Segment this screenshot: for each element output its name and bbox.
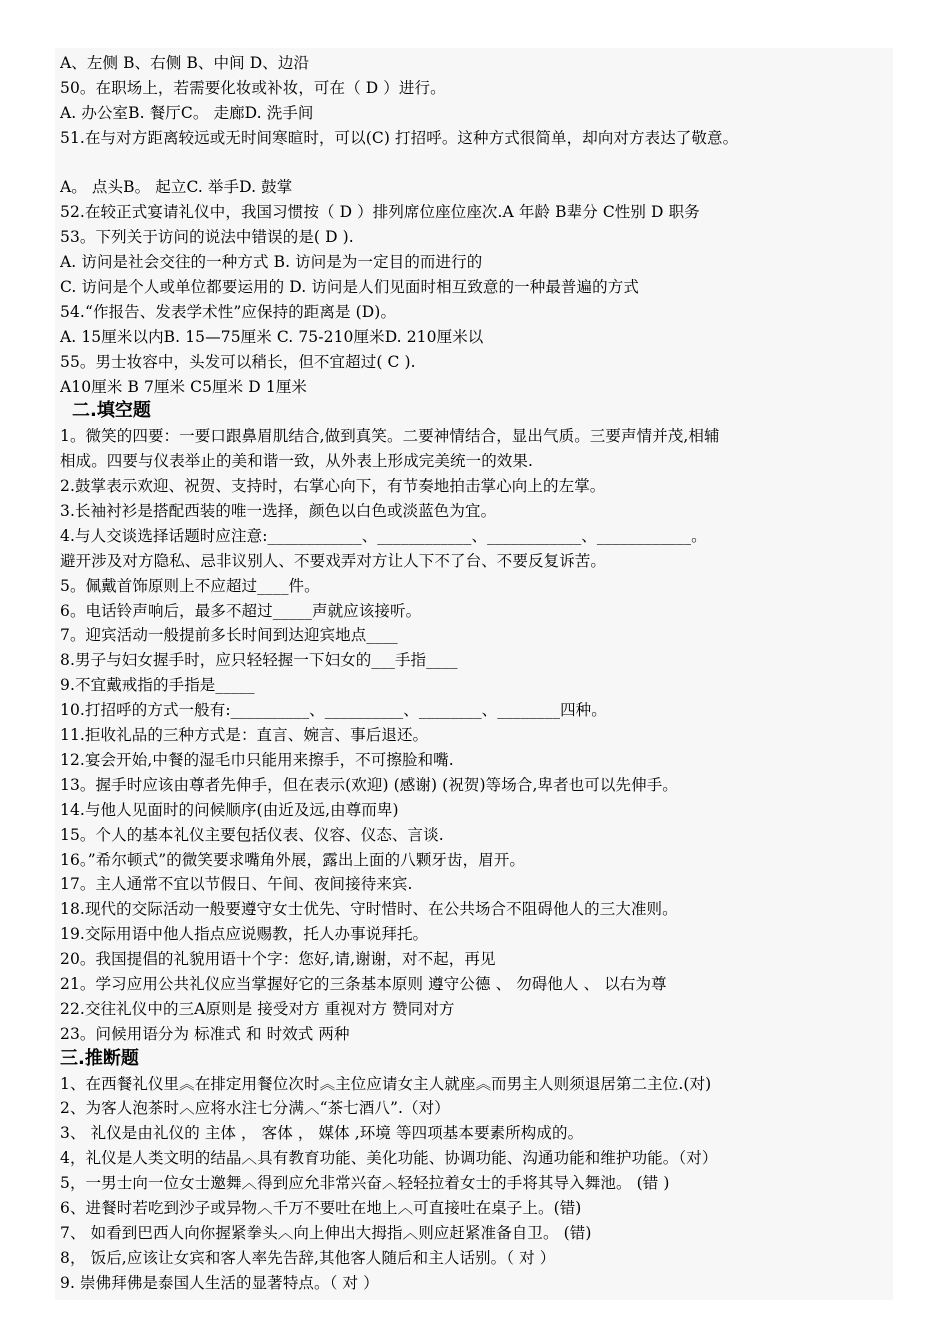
text-line: 4.与人交谈选择话题时应注意:____________、____________、____________、____________。 [60, 526, 707, 545]
text-line: 3、 礼仪是由礼仪的 主体 ， 客体 ， 媒体 ,环境 等四项基本要素所构成的。 [60, 1124, 584, 1143]
text-line: 55。男士妆容中，头发可以稍长，但不宜超过( C ). [60, 352, 416, 371]
text-line: 6。电话铃声响后，最多不超过_____声就应该接听。 [60, 601, 422, 620]
text-line: 7、 如看到巴西人向你握紧拳头︿向上伸出大拇指︿则应赶紧准备自卫。 (错) [60, 1223, 592, 1242]
text-line: A. 15厘米以内B. 15—75厘米 C. 75-210厘米D. 210厘米以 [60, 327, 484, 346]
text-line: 9.不宜戴戒指的手指是_____ [60, 676, 255, 695]
text-line: 11.拒收礼品的三种方式是：直言、婉言、事后退还。 [60, 726, 429, 745]
text-line: 避开涉及对方隐私、忌非议别人、不要戏弄对方让人下不了台、不要反复诉苦。 [60, 551, 607, 570]
text-line: 1。微笑的四要：一要口跟鼻眉肌结合,做到真笑。二要神情结合，显出气质。三要声情并茂,相辅 [60, 427, 720, 446]
text-line: 5，一男士向一位女士邀舞︿得到应允非常兴奋︿轻轻拉着女士的手将其导入舞池。 (错 ) [60, 1174, 670, 1193]
text-line: 21。学习应用公共礼仪应当掌握好它的三条基本原则 遵守公德 、 勿碍他人 、 以右为尊 [60, 974, 667, 993]
text-line: 14.与他人见面时的问候顺序(由近及远,由尊而卑) [60, 800, 399, 819]
text-line: 50。在职场上，若需要化妆或补妆，可在（ D ）进行。 [60, 78, 446, 97]
text-line: 18.现代的交际活动一般要遵守女士优先、守时惜时、在公共场合不阻碍他人的三大准则。 [60, 900, 678, 919]
text-line: 3.长袖衬衫是搭配西装的唯一选择，颜色以白色或淡蓝色为宜。 [60, 502, 497, 521]
text-line: 4，礼仪是人类文明的结晶︿具有教育功能、美化功能、协调功能、沟通功能和维护功能。（对） [60, 1149, 718, 1168]
text-line: 52.在较正式宴请礼仪中，我国习惯按（ D ）排列席位座位座次.A 年龄 B辈分 C性别 D 职务 [60, 203, 700, 222]
text-line: A. 办公室B. 餐厅C。 走廊D. 洗手间 [60, 103, 314, 122]
text-line: 53。下列关于访问的说法中错误的是( D ). [60, 228, 354, 247]
text-line: A. 访问是社会交往的一种方式 B. 访问是为一定目的而进行的 [60, 253, 483, 272]
text-line [60, 151, 890, 176]
text-line: 17。主人通常不宜以节假日、午间、夜间接待来宾. [60, 875, 413, 894]
text-line: C. 访问是个人或单位都要运用的 D. 访问是人们见面时相互致意的一种最普遍的方式 [60, 278, 639, 297]
text-line: 6、进餐时若吃到沙子或异物︿千万不要吐在地上︿可直接吐在桌子上。(错) [60, 1198, 582, 1217]
text-line: 2.鼓掌表示欢迎、祝贺、支持时，右掌心向下，有节奏地拍击掌心向上的左掌。 [60, 477, 606, 496]
text-line: 54.“作报告、发表学术性”应保持的距离是 (D)。 [60, 302, 397, 321]
section-heading-judgement: 三.推断题 [60, 1047, 139, 1069]
fill-in-section [60, 424, 890, 1046]
judgement-section [60, 1072, 890, 1296]
text-line: 9. 崇佛拜佛是泰国人生活的显著特点。（ 对 ） [60, 1273, 379, 1292]
section-heading-fill-in: 二.填空题 [72, 400, 151, 422]
text-line: A、左侧 B、右侧 B、中间 D、边沿 [60, 54, 310, 72]
document-content [60, 51, 890, 1296]
text-line: 8， 饭后,应该让女宾和客人率先告辞,其他客人随后和主人话别。（ 对 ） [60, 1248, 556, 1267]
text-line: 10.打招呼的方式一般有:__________、__________、________、________四种。 [60, 701, 607, 720]
text-line: 19.交际用语中他人指点应说赐教，托人办事说拜托。 [60, 925, 429, 944]
text-line: 22.交往礼仪中的三A原则是 接受对方 重视对方 赞同对方 [60, 999, 455, 1018]
text-line: 相成。四要与仪表举止的美和谐一致，从外表上形成完美统一的效果. [60, 452, 534, 471]
text-line: 20。我国提倡的礼貌用语十个字：您好,请,谢谢，对不起，再见 [60, 950, 496, 969]
text-line: 51.在与对方距离较远或无时间寒暄时，可以(C) 打招呼。这种方式很简单，却向对方表达了敬意。 [60, 128, 739, 147]
text-line: 13。握手时应该由尊者先伸手，但在表示(欢迎) (感谢) (祝贺)等场合,卑者也可以先伸手。 [60, 775, 678, 794]
text-line: 7。迎宾活动一般提前多长时间到达迎宾地点____ [60, 626, 398, 645]
text-line: 23。问候用语分为 标准式 和 时效式 两种 [60, 1024, 350, 1043]
text-line: 16。”希尔顿式”的微笑要求嘴角外展，露出上面的八颗牙齿，眉开。 [60, 850, 526, 869]
text-line: 5。佩戴首饰原则上不应超过____件。 [60, 576, 320, 595]
text-line: A10厘米 B 7厘米 C5厘米 D 1厘米 [60, 377, 308, 396]
text-line: 12.宴会开始,中餐的湿毛巾只能用来擦手，不可擦脸和嘴. [60, 750, 454, 769]
multiple-choice-section [60, 51, 890, 399]
text-line: 1、在西餐礼仪里︽在排定用餐位次时︽主位应请女主人就座︽而男主人则须退居第二主位.(对) [60, 1074, 712, 1093]
text-line: 15。个人的基本礼仪主要包括仪表、仪容、仪态、言谈. [60, 825, 444, 844]
text-line: 8.男子与妇女握手时，应只轻轻握一下妇女的___手指____ [60, 651, 458, 670]
text-line: A。 点头B。 起立C. 举手D. 鼓掌 [60, 178, 293, 197]
text-line: 2、为客人泡茶时︿应将水注七分满︿“茶七酒八”.（对） [60, 1099, 450, 1118]
